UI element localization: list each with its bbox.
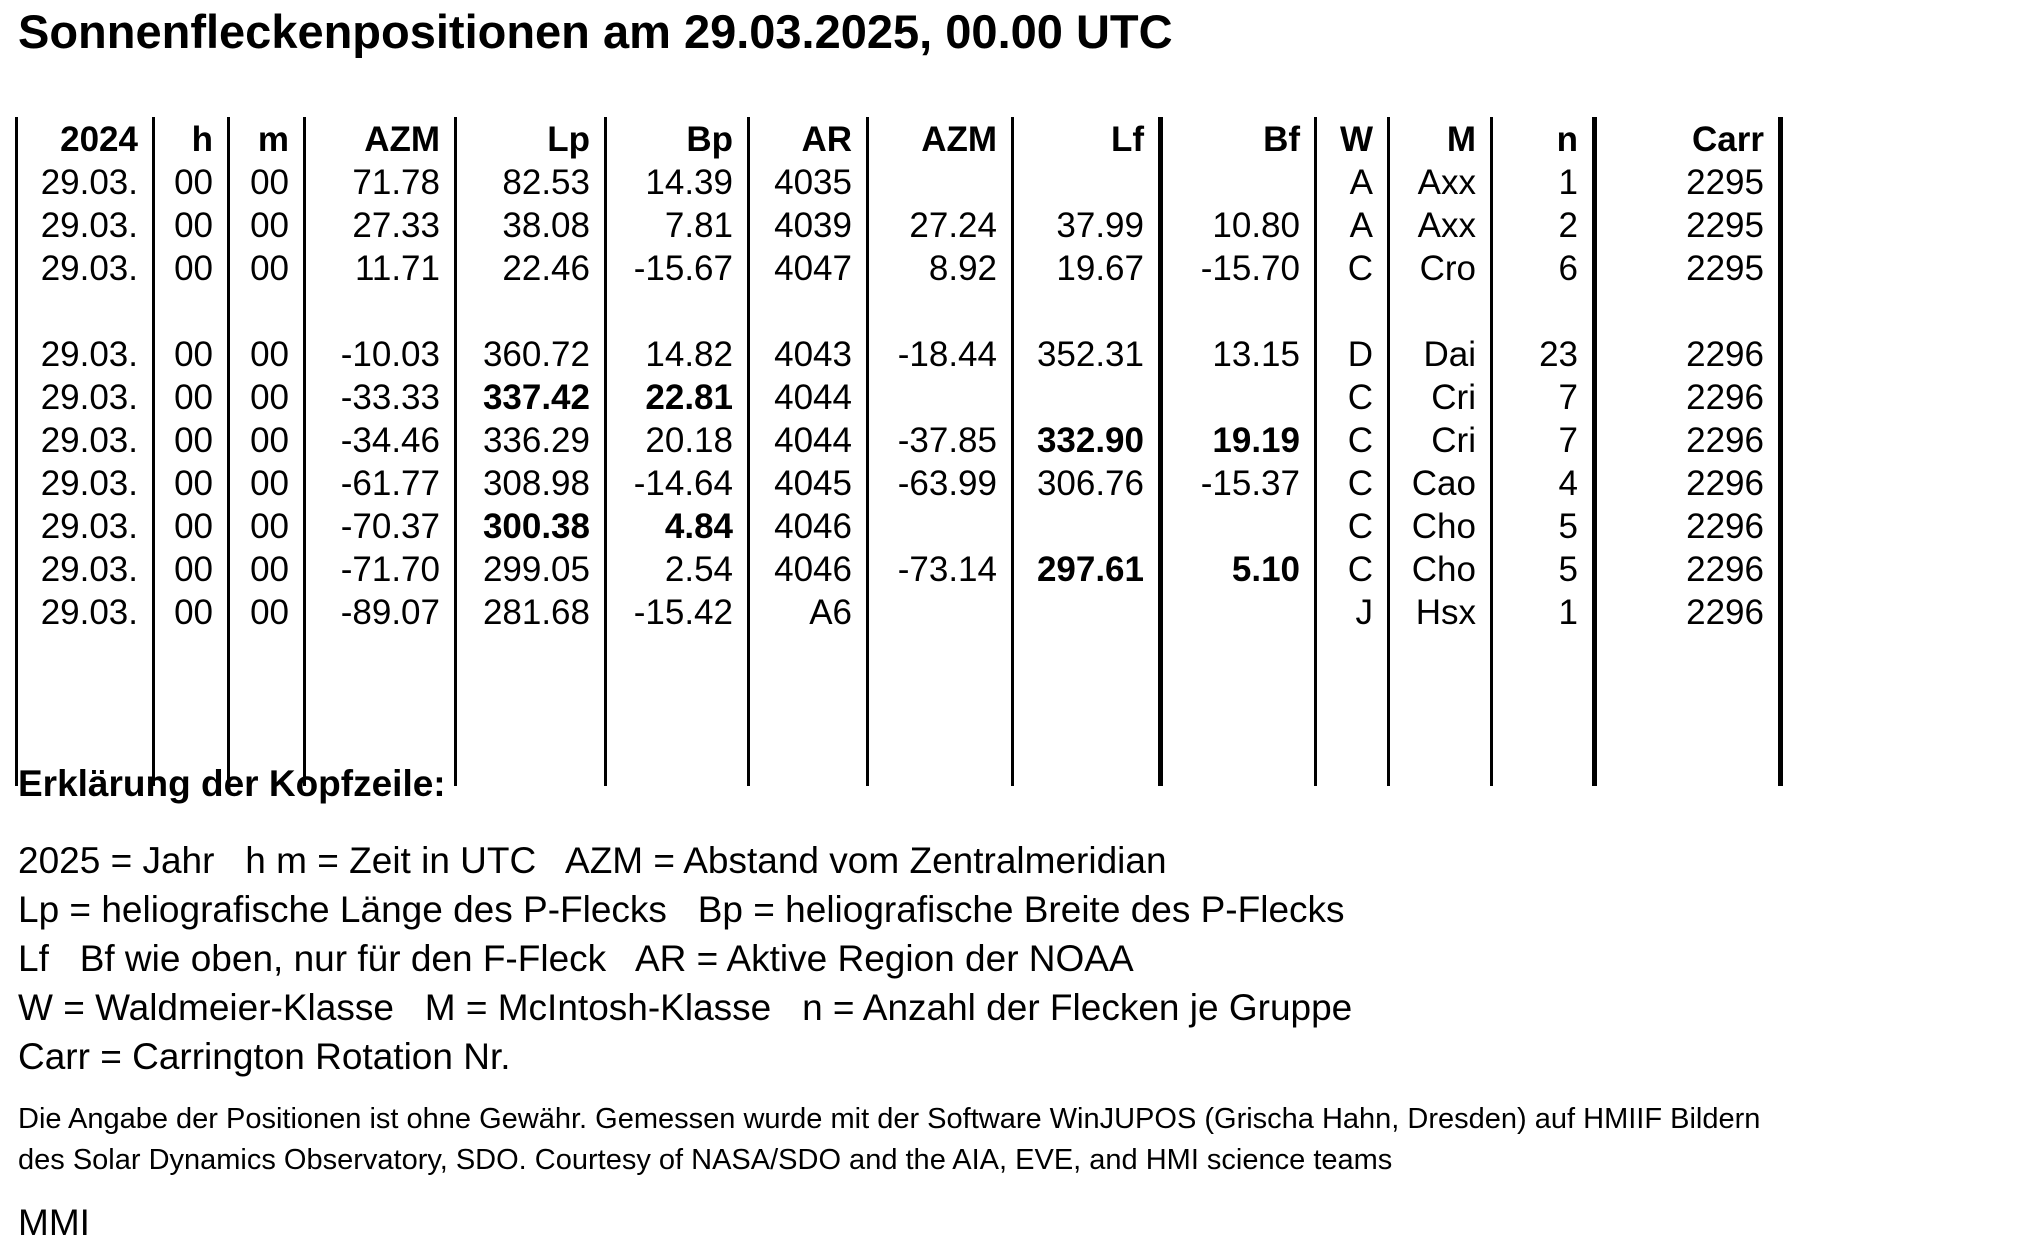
col-lp: Lp [456, 117, 606, 161]
cell-lf: 332.90 [1013, 419, 1161, 462]
cell-bf [1161, 161, 1316, 204]
cell-waldmeier: D [1316, 333, 1389, 376]
cell-waldmeier: C [1316, 462, 1389, 505]
cell-azm-f [868, 161, 1013, 204]
cell-hour: 00 [154, 247, 229, 290]
empty-cell [1013, 634, 1161, 786]
empty-cell [1013, 290, 1161, 333]
cell-minute: 00 [229, 591, 305, 634]
cell-count: 5 [1492, 548, 1595, 591]
cell-lp: 308.98 [456, 462, 606, 505]
cell-ar: 4044 [749, 376, 868, 419]
cell-bp: 2.54 [606, 548, 749, 591]
cell-azm-p: -61.77 [305, 462, 456, 505]
cell-count: 23 [1492, 333, 1595, 376]
cell-azm-f: -18.44 [868, 333, 1013, 376]
cell-azm-f: -63.99 [868, 462, 1013, 505]
cell-carrington: 2295 [1595, 161, 1781, 204]
cell-date: 29.03. [17, 161, 154, 204]
legend-line: Lf Bf wie oben, nur für den F-Fleck AR = Aktive Region der NOAA [18, 938, 1134, 979]
cell-bf [1161, 591, 1316, 634]
cell-ar: 4043 [749, 333, 868, 376]
legend-title: Erklärung der Kopfzeile: [18, 763, 446, 804]
cell-bp: -14.64 [606, 462, 749, 505]
cell-mcintosh: Cri [1389, 419, 1492, 462]
cell-lp: 336.29 [456, 419, 606, 462]
cell-count: 5 [1492, 505, 1595, 548]
disclaimer-line: des Solar Dynamics Observatory, SDO. Courtesy of NASA/SDO and the AIA, EVE, and HMI science teams [18, 1144, 1393, 1176]
legend-line: 2025 = Jahr h m = Zeit in UTC AZM = Abstand vom Zentralmeridian [18, 840, 1167, 881]
empty-cell [1595, 290, 1781, 333]
cell-azm-p: -10.03 [305, 333, 456, 376]
cell-ar: 4046 [749, 548, 868, 591]
table-row [17, 419, 1781, 462]
table-row [17, 247, 1781, 290]
cell-lp: 299.05 [456, 548, 606, 591]
page-title: Sonnenfleckenpositionen am 29.03.2025, 00.00 UTC [18, 5, 1173, 58]
cell-lf: 19.67 [1013, 247, 1161, 290]
cell-lp: 300.38 [456, 505, 606, 548]
col-year: 2024 [17, 117, 154, 161]
sunspot-table-body [17, 161, 1781, 786]
cell-carrington: 2296 [1595, 376, 1781, 419]
cell-minute: 00 [229, 505, 305, 548]
col-waldmeier: W [1316, 117, 1389, 161]
cell-hour: 00 [154, 419, 229, 462]
cell-waldmeier: C [1316, 419, 1389, 462]
cell-bf: 19.19 [1161, 419, 1316, 462]
cell-azm-p: -70.37 [305, 505, 456, 548]
empty-cell [229, 290, 305, 333]
cell-waldmeier: C [1316, 247, 1389, 290]
cell-carrington: 2295 [1595, 247, 1781, 290]
cell-minute: 00 [229, 419, 305, 462]
cell-lf: 352.31 [1013, 333, 1161, 376]
table-header-row [17, 117, 1781, 161]
empty-cell [868, 634, 1013, 786]
cell-bf [1161, 505, 1316, 548]
cell-bp: 22.81 [606, 376, 749, 419]
empty-cell [1316, 290, 1389, 333]
cell-date: 29.03. [17, 548, 154, 591]
cell-bf: 13.15 [1161, 333, 1316, 376]
cell-lp: 281.68 [456, 591, 606, 634]
cell-waldmeier: A [1316, 161, 1389, 204]
cell-date: 29.03. [17, 204, 154, 247]
cell-minute: 00 [229, 376, 305, 419]
cell-bp: 14.82 [606, 333, 749, 376]
cell-carrington: 2296 [1595, 333, 1781, 376]
empty-cell [749, 634, 868, 786]
cell-azm-p: -33.33 [305, 376, 456, 419]
cell-bp: -15.42 [606, 591, 749, 634]
cell-lf [1013, 591, 1161, 634]
cell-carrington: 2295 [1595, 204, 1781, 247]
sunspot-table [15, 117, 1783, 786]
empty-cell [456, 634, 606, 786]
cell-azm-p: 11.71 [305, 247, 456, 290]
cell-date: 29.03. [17, 247, 154, 290]
cell-azm-p: 71.78 [305, 161, 456, 204]
cell-minute: 00 [229, 247, 305, 290]
cell-hour: 00 [154, 462, 229, 505]
cell-lp: 337.42 [456, 376, 606, 419]
cell-count: 7 [1492, 419, 1595, 462]
empty-cell [606, 290, 749, 333]
empty-cell [456, 290, 606, 333]
table-row [17, 376, 1781, 419]
empty-cell [868, 290, 1013, 333]
cell-date: 29.03. [17, 505, 154, 548]
empty-cell [1389, 290, 1492, 333]
legend-line: Carr = Carrington Rotation Nr. [18, 1036, 511, 1077]
cell-hour: 00 [154, 161, 229, 204]
empty-cell [17, 290, 154, 333]
sunspot-table-container [15, 117, 1783, 786]
cell-lf: 37.99 [1013, 204, 1161, 247]
cell-date: 29.03. [17, 376, 154, 419]
cell-bf: -15.37 [1161, 462, 1316, 505]
cell-waldmeier: A [1316, 204, 1389, 247]
cell-bp: 7.81 [606, 204, 749, 247]
disclaimer [18, 1099, 1760, 1181]
rotation-separator-row [17, 290, 1781, 333]
col-minute: m [229, 117, 305, 161]
cell-lf: 297.61 [1013, 548, 1161, 591]
cell-azm-f: -73.14 [868, 548, 1013, 591]
empty-cell [1389, 634, 1492, 786]
legend [18, 836, 1352, 1081]
cell-minute: 00 [229, 333, 305, 376]
cell-mcintosh: Axx [1389, 161, 1492, 204]
cell-ar: 4039 [749, 204, 868, 247]
table-row [17, 591, 1781, 634]
empty-cell [749, 290, 868, 333]
cell-ar: 4047 [749, 247, 868, 290]
cell-ar: 4044 [749, 419, 868, 462]
cell-azm-p: 27.33 [305, 204, 456, 247]
table-row [17, 204, 1781, 247]
cell-azm-f: -37.85 [868, 419, 1013, 462]
legend-line: W = Waldmeier-Klasse M = McIntosh-Klasse n = Anzahl der Flecken je Gruppe [18, 987, 1353, 1028]
col-hour: h [154, 117, 229, 161]
col-lf: Lf [1013, 117, 1161, 161]
cell-hour: 00 [154, 505, 229, 548]
cell-azm-f [868, 591, 1013, 634]
cell-date: 29.03. [17, 419, 154, 462]
cell-waldmeier: C [1316, 505, 1389, 548]
cell-mcintosh: Cri [1389, 376, 1492, 419]
cell-mcintosh: Axx [1389, 204, 1492, 247]
cell-carrington: 2296 [1595, 505, 1781, 548]
empty-cell [1492, 634, 1595, 786]
cell-count: 7 [1492, 376, 1595, 419]
col-bf: Bf [1161, 117, 1316, 161]
cell-azm-p: -71.70 [305, 548, 456, 591]
table-row [17, 161, 1781, 204]
cell-bf: 5.10 [1161, 548, 1316, 591]
col-carrington: Carr [1595, 117, 1781, 161]
empty-cell [305, 290, 456, 333]
cell-bf: -15.70 [1161, 247, 1316, 290]
cell-count: 4 [1492, 462, 1595, 505]
table-row [17, 548, 1781, 591]
cell-carrington: 2296 [1595, 591, 1781, 634]
cell-lp: 82.53 [456, 161, 606, 204]
cell-ar: 4045 [749, 462, 868, 505]
cell-count: 6 [1492, 247, 1595, 290]
col-count: n [1492, 117, 1595, 161]
cell-azm-f: 27.24 [868, 204, 1013, 247]
cell-azm-f [868, 505, 1013, 548]
col-azm-f: AZM [868, 117, 1013, 161]
table-row [17, 462, 1781, 505]
cell-carrington: 2296 [1595, 462, 1781, 505]
cell-date: 29.03. [17, 462, 154, 505]
cell-bp: 4.84 [606, 505, 749, 548]
empty-cell [1595, 634, 1781, 786]
col-bp: Bp [606, 117, 749, 161]
cell-azm-p: -89.07 [305, 591, 456, 634]
cell-bf [1161, 376, 1316, 419]
cell-mcintosh: Dai [1389, 333, 1492, 376]
cell-mcintosh: Cao [1389, 462, 1492, 505]
cell-mcintosh: Hsx [1389, 591, 1492, 634]
cell-waldmeier: C [1316, 548, 1389, 591]
cell-count: 2 [1492, 204, 1595, 247]
cell-mcintosh: Cho [1389, 548, 1492, 591]
cell-hour: 00 [154, 333, 229, 376]
cell-lf [1013, 161, 1161, 204]
empty-cell [1161, 634, 1316, 786]
table-row [17, 333, 1781, 376]
cell-minute: 00 [229, 204, 305, 247]
cell-count: 1 [1492, 591, 1595, 634]
cell-minute: 00 [229, 548, 305, 591]
empty-cell [1492, 290, 1595, 333]
cell-azm-p: -34.46 [305, 419, 456, 462]
cell-waldmeier: J [1316, 591, 1389, 634]
cell-bp: 14.39 [606, 161, 749, 204]
cell-mcintosh: Cro [1389, 247, 1492, 290]
empty-cell [1161, 290, 1316, 333]
cell-lf: 306.76 [1013, 462, 1161, 505]
cell-waldmeier: C [1316, 376, 1389, 419]
cell-azm-f [868, 376, 1013, 419]
cell-date: 29.03. [17, 591, 154, 634]
cell-hour: 00 [154, 376, 229, 419]
cell-lp: 360.72 [456, 333, 606, 376]
empty-cell [154, 290, 229, 333]
table-row [17, 505, 1781, 548]
cell-hour: 00 [154, 591, 229, 634]
cell-date: 29.03. [17, 333, 154, 376]
cell-mcintosh: Cho [1389, 505, 1492, 548]
cell-lp: 22.46 [456, 247, 606, 290]
cell-minute: 00 [229, 161, 305, 204]
cell-lf [1013, 376, 1161, 419]
cell-hour: 00 [154, 204, 229, 247]
cell-azm-f: 8.92 [868, 247, 1013, 290]
cell-count: 1 [1492, 161, 1595, 204]
cell-bp: -15.67 [606, 247, 749, 290]
cell-ar: 4035 [749, 161, 868, 204]
col-azm-p: AZM [305, 117, 456, 161]
empty-cell [606, 634, 749, 786]
empty-cell [1316, 634, 1389, 786]
col-mcintosh: M [1389, 117, 1492, 161]
cell-carrington: 2296 [1595, 548, 1781, 591]
author-signature: MMI [18, 1202, 90, 1243]
cell-ar: 4046 [749, 505, 868, 548]
disclaimer-line: Die Angabe der Positionen ist ohne Gewähr. Gemessen wurde mit der Software WinJUPOS (Grischa Hahn, Dresden) auf HMIIF Bildern [18, 1103, 1761, 1135]
col-ar: AR [749, 117, 868, 161]
cell-bp: 20.18 [606, 419, 749, 462]
cell-carrington: 2296 [1595, 419, 1781, 462]
cell-lf [1013, 505, 1161, 548]
legend-line: Lp = heliografische Länge des P-Flecks Bp = heliografische Breite des P-Flecks [18, 889, 1345, 930]
cell-bf: 10.80 [1161, 204, 1316, 247]
cell-lp: 38.08 [456, 204, 606, 247]
cell-hour: 00 [154, 548, 229, 591]
cell-minute: 00 [229, 462, 305, 505]
cell-ar: A6 [749, 591, 868, 634]
